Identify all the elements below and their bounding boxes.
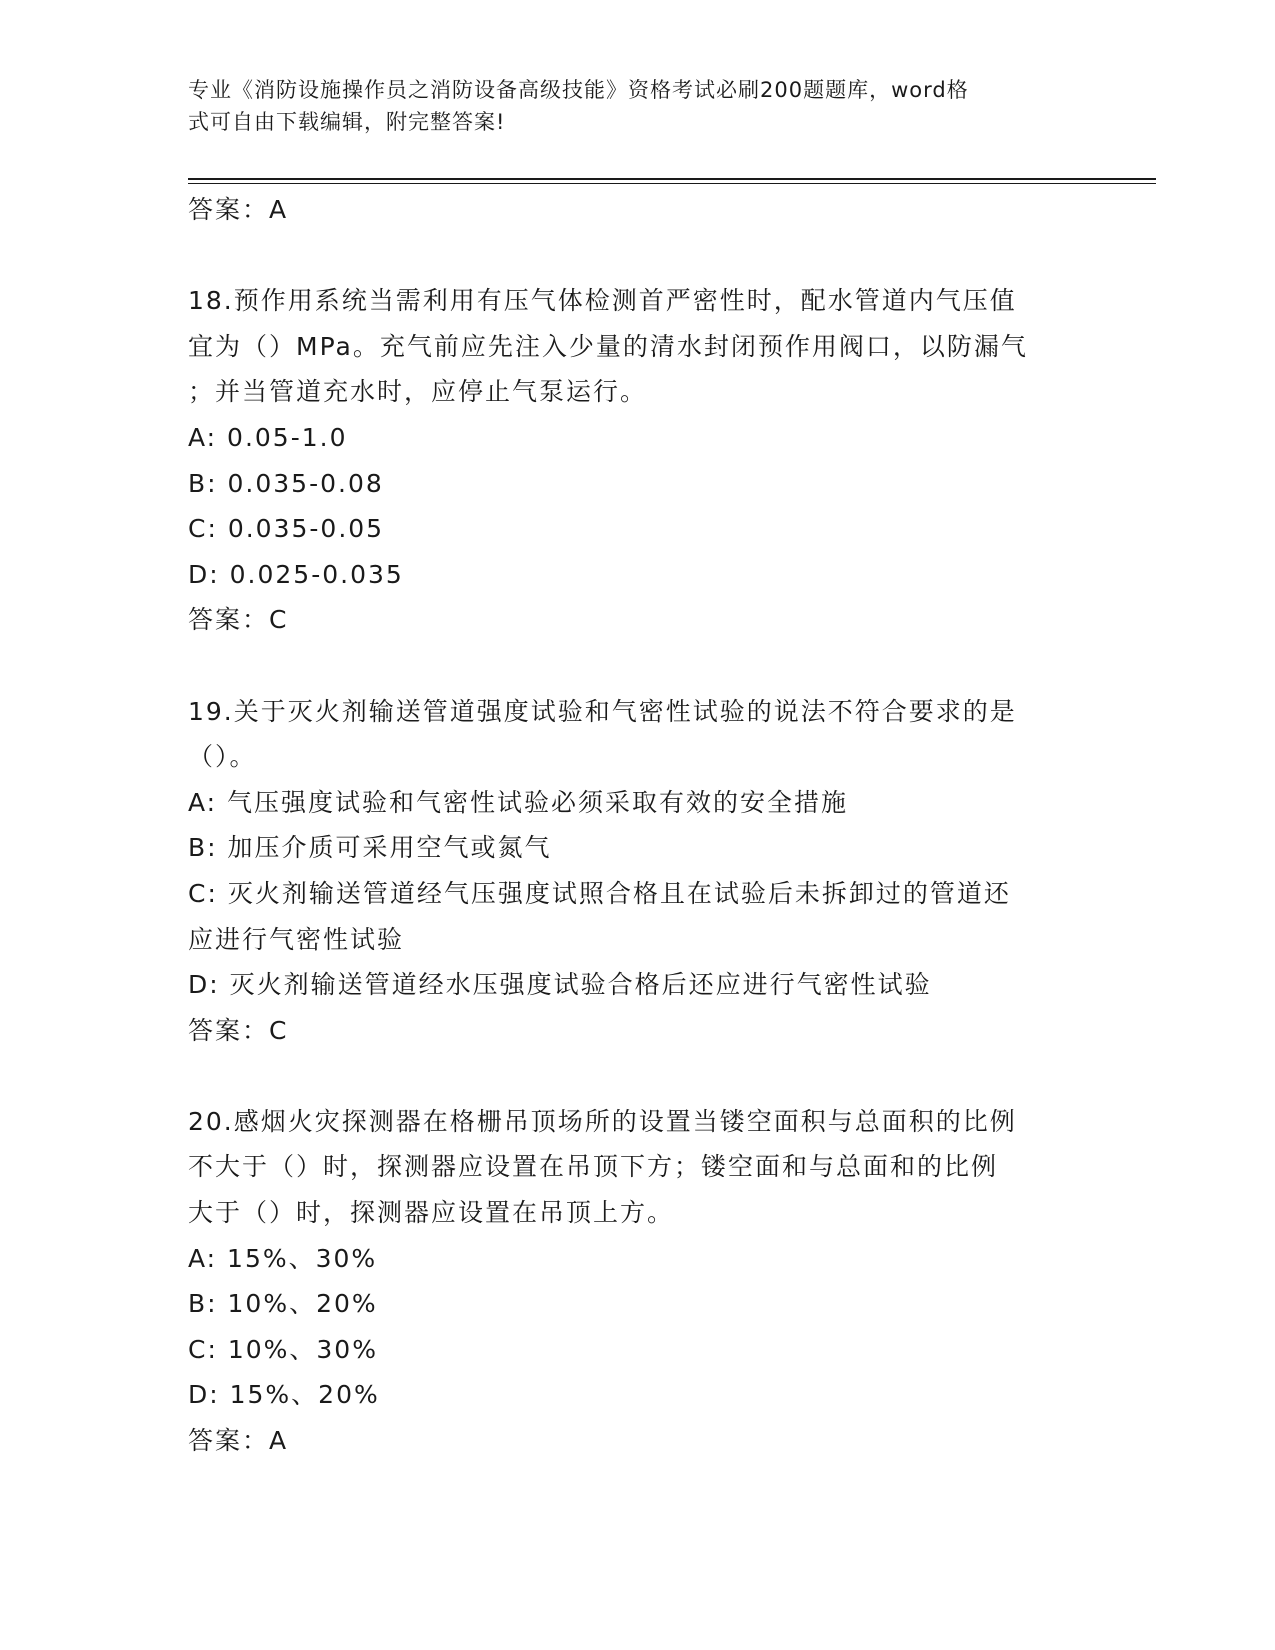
header-line-2: 式可自由下载编辑，附完整答案! — [188, 110, 506, 134]
question-text-line: 不大于（）时，探测器应设置在吊顶下方；镂空面和与总面和的比例 — [188, 1152, 999, 1182]
header-line-1: 专业《消防设施操作员之消防设备高级技能》资格考试必刷200题题库，word格 — [188, 78, 969, 102]
header-divider-thick — [188, 178, 1156, 180]
question-text-line: （）。 — [188, 742, 257, 772]
option-c: C: 10%、30% — [188, 1334, 378, 1364]
question-text-line: 18.预作用系统当需利用有压气体检测首严密性时，配水管道内气压值 — [188, 286, 1017, 316]
question-text-line: 宜为（）MPa。充气前应先注入少量的清水封闭预作用阀口，以防漏气 — [188, 331, 1028, 361]
question-text-line: 19.关于灭火剂输送管道强度试验和气密性试验的说法不符合要求的是 — [188, 696, 1017, 726]
option-c-continued: 应进行气密性试验 — [188, 924, 405, 954]
option-b: B: 加压介质可采用空气或氮气 — [188, 833, 552, 863]
option-b: B: 10%、20% — [188, 1289, 378, 1319]
option-b: B: 0.035-0.08 — [188, 468, 384, 498]
option-a: A: 气压强度试验和气密性试验必须采取有效的安全措施 — [188, 787, 849, 817]
option-a: A: 15%、30% — [188, 1243, 378, 1273]
header-divider-thin — [188, 183, 1156, 184]
question-text-line: 20.感烟火灾探测器在格栅吊顶场所的设置当镂空面积与总面积的比例 — [188, 1106, 1017, 1136]
answer-line: 答案：C — [188, 605, 289, 635]
question-text-line: 大于（）时，探测器应设置在吊顶上方。 — [188, 1198, 675, 1228]
question-18 — [188, 278, 1088, 643]
document-header — [188, 74, 1068, 138]
spacer — [188, 1053, 1088, 1099]
option-a: A: 0.05-1.0 — [188, 422, 348, 452]
spacer — [188, 643, 1088, 689]
option-c: C: 0.035-0.05 — [188, 514, 385, 544]
question-19 — [188, 689, 1088, 1054]
question-text-line: ；并当管道充水时，应停止气泵运行。 — [188, 377, 648, 407]
option-c: C: 灭火剂输送管道经气压强度试照合格且在试验后未拆卸过的管道还 — [188, 878, 1011, 908]
option-d: D: 0.025-0.035 — [188, 559, 404, 589]
question-20 — [188, 1099, 1088, 1464]
option-d: D: 15%、20% — [188, 1380, 380, 1410]
answer-line: 答案：A — [188, 1426, 289, 1456]
spacer — [188, 233, 1088, 279]
document-body — [188, 187, 1088, 1464]
answer-line: 答案：C — [188, 1015, 289, 1045]
option-d: D: 灭火剂输送管道经水压强度试验合格后还应进行气密性试验 — [188, 970, 932, 1000]
previous-answer: 答案：A — [188, 195, 289, 224]
